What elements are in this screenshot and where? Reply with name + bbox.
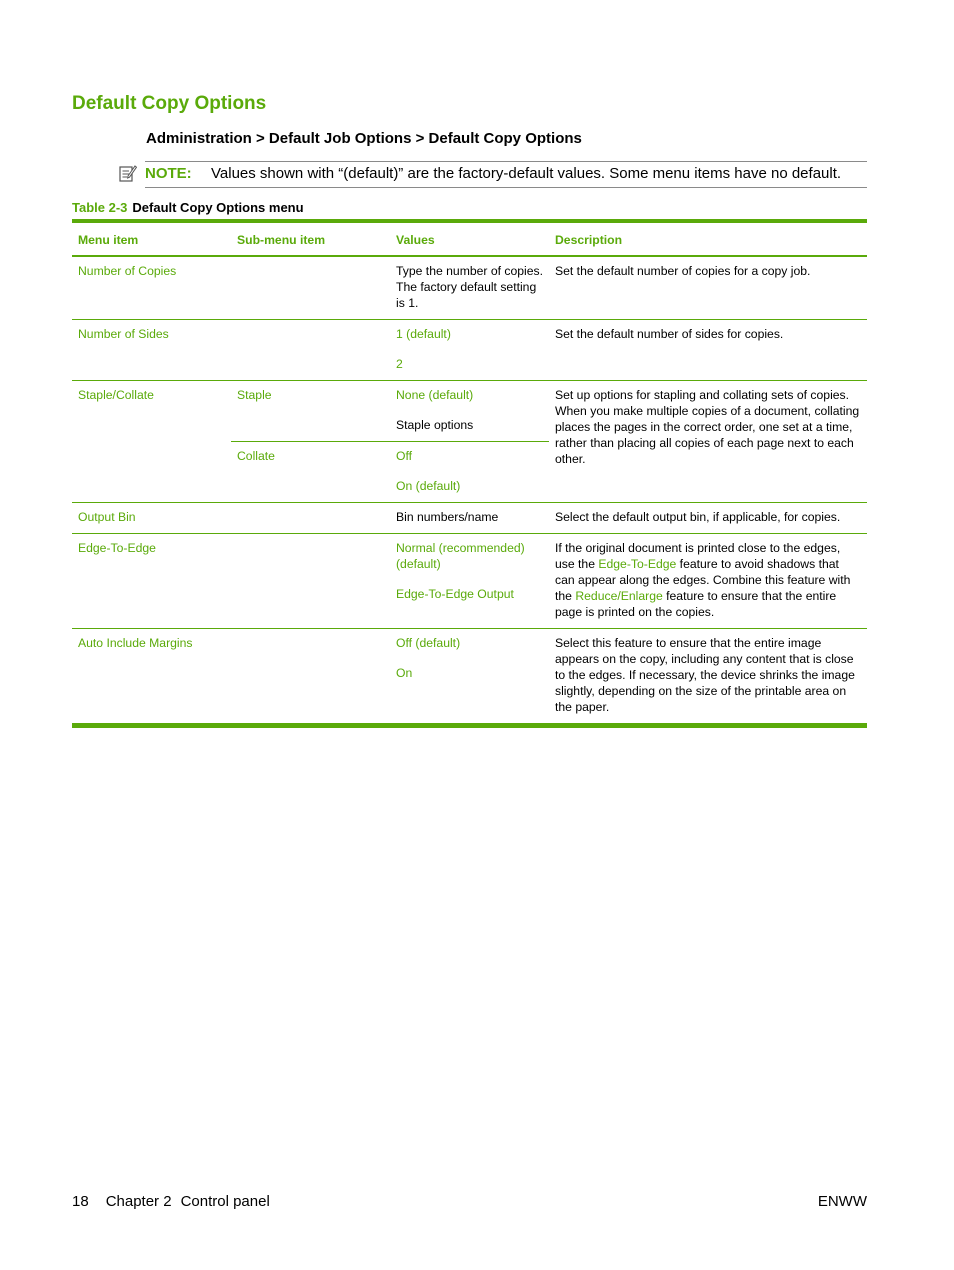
description-text: feature to avoid shadows that can appear along the edges. Combine this feature with the [555,557,851,603]
value-text: Type the number of copies. The factory default setting is 1. [390,256,549,320]
values-cell [390,320,549,381]
note-box [119,161,867,187]
header-description: Description [549,221,867,256]
description-text: Set the default number of copies for a copy job. [549,256,867,320]
sub-menu-item-link[interactable]: Staple [231,381,390,442]
menu-path: Administration > Default Job Options > Default Copy Options [146,130,582,147]
menu-item-link[interactable]: Output Bin [72,503,231,534]
page-footer-left [72,1193,287,1210]
sub-menu-cell [231,503,390,534]
values-cell [390,381,549,442]
note-icon [119,164,137,182]
value-option[interactable]: 2 [396,357,403,371]
chapter-label: Chapter 2 [105,1193,172,1210]
menu-item-link[interactable]: Auto Include Margins [72,629,231,726]
edge-to-edge-link[interactable]: Edge-To-Edge [598,557,677,571]
header-menu-item: Menu item [72,221,231,256]
table-row [72,256,867,320]
value-option[interactable]: Edge-To-Edge Output [396,587,514,601]
description-text: Select this feature to ensure that the entire image appears on the copy, including any content that is close to the edges. If necessary, the device shrinks the image slightly, depending on the size of the printable area on the paper. [549,629,867,726]
table-header-row [72,221,867,256]
table-row [72,503,867,534]
page-title: Default Copy Options [72,93,267,114]
table-row [72,320,867,381]
sub-menu-item-link[interactable]: Collate [231,442,390,503]
page-number: 18 [72,1193,89,1210]
sub-menu-cell [231,320,390,381]
description-cell [549,534,867,629]
values-cell [390,534,549,629]
sub-menu-cell [231,256,390,320]
description-text: Set up options for stapling and collating sets of copies. When you make multiple copies of a document, collating places the pages in the correct order, one set at a time, rather than placing all copies of each page next to each other. [549,381,867,503]
table-row [72,381,867,442]
menu-item-link[interactable]: Number of Sides [72,320,231,381]
table-row [72,534,867,629]
note-text: Values shown with “(default)” are the factory-default values. Some menu items have no default. [211,165,842,182]
description-text: Select the default output bin, if applicable, for copies. [549,503,867,534]
table-row [72,629,867,726]
sub-menu-cell [231,629,390,726]
header-values: Values [390,221,549,256]
table-caption [72,200,304,215]
sub-menu-cell [231,534,390,629]
value-option[interactable]: Off (default) [396,636,461,650]
header-sub-menu-item: Sub-menu item [231,221,390,256]
value-option[interactable]: On [396,666,413,680]
menu-item-link[interactable]: Staple/Collate [72,381,231,503]
menu-item-link[interactable]: Edge-To-Edge [72,534,231,629]
note-label: NOTE: [145,165,192,182]
description-text: feature to ensure that the entire page is printed on the copies. [555,589,837,619]
default-copy-options-table [72,219,867,728]
reduce-enlarge-link[interactable]: Reduce/Enlarge [575,589,663,603]
menu-item-link[interactable]: Number of Copies [72,256,231,320]
value-option[interactable]: None (default) [396,388,474,402]
table-number: Table 2-3 [72,200,128,215]
value-option[interactable]: Off [396,449,413,463]
table-title: Default Copy Options menu [132,200,304,215]
value-option[interactable]: On (default) [396,479,461,493]
note-content [145,161,867,188]
chapter-title: Control panel [180,1193,270,1210]
value-text: Staple options [396,418,474,432]
description-text: Set the default number of sides for copies. [549,320,867,381]
value-text: Bin numbers/name [390,503,549,534]
value-option[interactable]: 1 (default) [396,327,451,341]
value-option[interactable]: Normal (recommended) (default) [396,541,525,571]
page-footer-right: ENWW [817,1193,867,1210]
description-text: If the original document is printed close to the edges, use the [555,541,841,571]
values-cell [390,629,549,726]
values-cell [390,442,549,503]
